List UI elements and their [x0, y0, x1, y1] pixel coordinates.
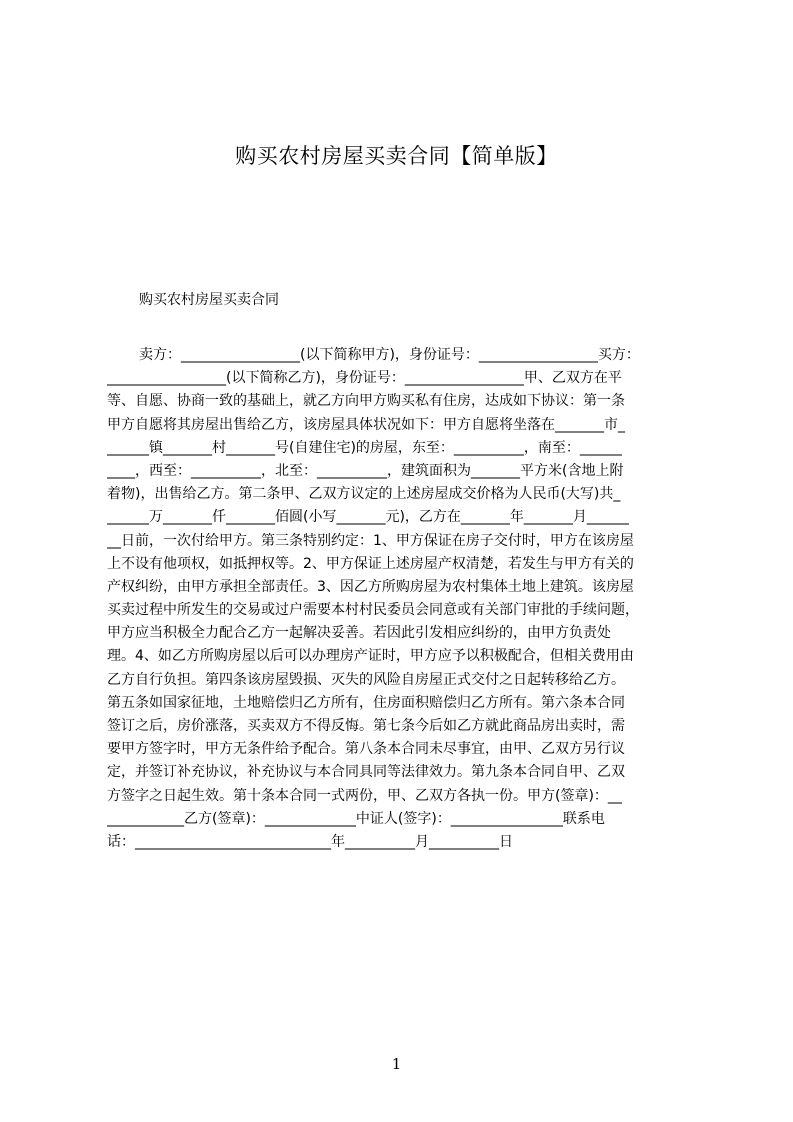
body-line: 第五条如国家征地，土地赔偿归乙方所有，住房面积赔偿归乙方所有。第六条本合同: [107, 694, 625, 711]
body-line: _________________(以下简称乙方)，身份证号：_________________甲、乙双方在平: [107, 370, 622, 387]
body-line: 定，并签订补充协议，补充协议与本合同具同等法律效力。第九条本合同自甲、乙双: [107, 764, 625, 781]
body-line: 着物)，出售给乙方。第二条甲、乙双方议定的上述房屋成交价格为人民币(大写)共_: [107, 486, 621, 503]
body-line: 理。4、如乙方所购房屋以后可以办理房产证时，甲方应予以积极配合，但相关费用由: [107, 648, 634, 665]
body-line: 等、自愿、协商一致的基础上，就乙方向甲方购买私有住房，达成如下协议：第一条: [107, 393, 625, 410]
body-line: 甲方自愿将其房屋出售给乙方，该房屋具体状况如下：甲方自愿将坐落在_______市_: [107, 416, 625, 433]
body-line: ____，西至：__________，北至：__________，建筑面积为_______平方米(含地上附: [107, 462, 624, 479]
body-line: 卖方：_________________(以下简称甲方)，身份证号：_________________买方：: [139, 347, 640, 363]
body-line: 上不设有他项权，如抵押权等。2、甲方保证上述房屋产权清楚，若发生与甲方有关的: [107, 555, 634, 572]
body-line: 买卖过程中所发生的交易或过户需要本村村民委员会同意或有关部门审批的手续问题，: [107, 602, 639, 619]
body-line: 甲方应当积极全力配合乙方一起解决妥善。若因此引发相应纠纷的，由甲方负责处: [107, 625, 611, 642]
body-line: 乙方自行负担。第四条该房屋毁损、灭失的风险自房屋正式交付之日起转移给乙方。: [107, 671, 625, 688]
body-line: ______万_______仟_______佰圆(小写_______元)，乙方在_______年_______月______: [107, 509, 629, 526]
body-line: __日前，一次付给甲方。第三条特别约定：1、甲方保证在房子交付时，甲方在该房屋: [107, 532, 634, 549]
body-line: 签订之后，房价涨落，买卖双方不得反悔。第七条今后如乙方就此商品房出卖时，需: [107, 718, 625, 734]
body-line: 话：____________________________年__________月__________日: [107, 833, 513, 850]
body-line: ______镇_______村_______号(自建住宅)的房屋，东至：__________，南至：______: [107, 439, 622, 456]
body-line: ___________乙方(签章)：_____________中证人(签字)：________________联系电: [107, 810, 605, 827]
body-line: 产权纠纷，由甲方承担全部责任。3、因乙方所购房屋为农村集体土地上建筑。该房屋: [107, 578, 634, 595]
body-line: 方签字之日起生效。第十条本合同一式两份，甲、乙双方各执一份。甲方(签章)：__: [107, 787, 622, 804]
contract-subtitle: 购买农村房屋买卖合同: [139, 292, 279, 308]
page-number: 1: [391, 1055, 402, 1073]
body-line: 要甲方签字时，甲方无条件给予配合。第八条本合同未尽事宜，由甲、乙双方另行议: [107, 741, 625, 758]
contract-body: [107, 344, 697, 854]
document-title: 购买农村房屋买卖合同【简单版】: [235, 144, 558, 168]
